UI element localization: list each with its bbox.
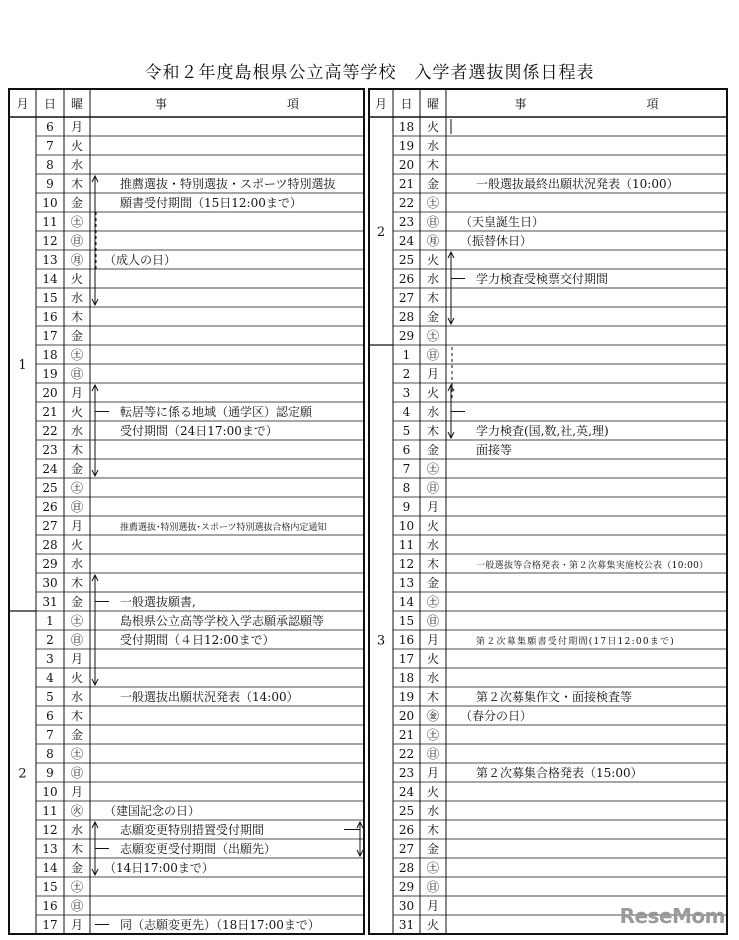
day-cell: 22 [398,196,415,210]
event-text: 推薦選抜･特別選抜･スポーツ特別選抜合格内定通知 [120,523,327,533]
day-cell: 1 [46,614,54,628]
weekday-cell: 水 [70,291,84,305]
header-day: 日 [43,97,57,111]
event-text: 面接等 [476,443,513,457]
month-label: 2 [18,766,27,782]
weekday-cell: 水 [426,538,440,552]
day-cell: 5 [46,690,54,704]
day-cell: 26 [398,823,415,837]
event-text: 一般選抜等合格発表・第２次募集実施校公表（10:00） [476,561,709,571]
day-cell: 24 [398,234,415,248]
event-text: 願書受付期間（15日12:00まで） [120,196,302,210]
weekday-cell: ㊏ [70,880,84,894]
day-cell: 6 [402,443,411,457]
day-cell: 12 [398,557,415,571]
weekday-cell: ㊐ [426,880,440,894]
event-text: 第２次募集作文・面接検査等 [476,690,633,704]
weekday-cell: 金 [426,576,440,590]
weekday-cell: 月 [426,766,440,780]
weekday-cell: 火 [70,671,84,685]
month-label: 3 [376,633,386,649]
header-weekday: 曜 [426,97,440,111]
weekday-cell: 火 [426,652,440,666]
weekday-cell: ㊏ [70,348,84,362]
weekday-cell: 火 [426,253,440,267]
weekday-cell: 木 [70,177,84,191]
day-cell: 11 [42,215,58,229]
day-cell: 16 [42,899,58,913]
weekday-cell: 金 [70,462,84,476]
weekday-cell: ㊏ [426,196,440,210]
day-cell: 17 [398,652,415,666]
weekday-cell: 金 [70,329,84,343]
day-cell: 27 [42,519,58,533]
weekday-cell: 水 [426,272,440,286]
day-cell: 15 [398,614,415,628]
weekday-cell: ㊋ [70,804,84,818]
day-cell: 14 [398,595,415,609]
weekday-cell: 火 [426,519,440,533]
day-cell: 4 [402,405,411,419]
weekday-cell: ㊊ [70,253,84,267]
weekday-cell: 木 [70,842,84,856]
weekday-cell: 月 [426,500,440,514]
day-cell: 15 [42,291,58,305]
day-cell: 17 [42,918,58,932]
weekday-cell: ㊏ [70,215,84,229]
day-cell: 10 [398,519,415,533]
day-cell: 11 [398,538,415,552]
day-cell: 14 [42,861,58,875]
weekday-cell: 月 [426,367,440,381]
event-text: 一般選抜願書, [120,595,196,609]
event-text: （建国記念の日） [104,804,201,818]
event-text: 第２次募集合格発表（15:00） [476,766,643,780]
day-cell: 16 [398,633,415,647]
day-cell: 22 [398,747,415,761]
header-weekday: 曜 [70,97,84,111]
weekday-cell: ㊐ [426,348,440,362]
weekday-cell: ㊏ [70,747,84,761]
day-cell: 7 [402,462,411,476]
header-day: 日 [400,97,413,111]
event-text: （天皇誕生日） [460,215,545,229]
weekday-cell: 金 [70,861,84,875]
weekday-cell: 木 [70,310,84,324]
day-cell: 6 [46,120,54,134]
weekday-cell: 月 [70,120,84,134]
day-cell: 11 [42,804,58,818]
header-month: 月 [16,97,29,111]
weekday-cell: ㊏ [70,614,84,628]
day-cell: 28 [398,861,415,875]
day-cell: 28 [398,310,415,324]
day-cell: 12 [42,234,58,248]
weekday-cell: 火 [70,272,84,286]
weekday-cell: ㊏ [426,462,440,476]
weekday-cell: 月 [70,386,84,400]
day-cell: 29 [398,329,415,343]
event-text: （振替休日） [460,234,533,248]
day-cell: 30 [398,899,415,913]
day-cell: 27 [398,842,415,856]
day-cell: 24 [398,785,415,799]
weekday-cell: 火 [426,785,440,799]
header-event: 事 項 [154,97,300,111]
weekday-cell: 火 [70,139,84,153]
weekday-cell: 金 [70,196,84,210]
event-text: 第２次募集願書受付期間(17日12:00まで) [476,637,674,647]
day-cell: 31 [42,595,58,609]
event-text: （春分の日） [460,709,533,723]
day-cell: 8 [402,481,411,495]
day-cell: 13 [42,842,58,856]
event-text: 同（志願変更先）（18日17:00まで） [120,918,320,932]
day-cell: 26 [398,272,415,286]
event-text: 学力検査受検票交付期間 [476,272,609,286]
day-cell: 18 [42,348,58,362]
day-cell: 12 [42,823,58,837]
weekday-cell: 火 [426,918,440,932]
day-cell: 24 [42,462,58,476]
weekday-cell: 火 [426,386,440,400]
weekday-cell: 金 [70,595,84,609]
weekday-cell: 月 [70,519,84,533]
day-cell: 29 [398,880,415,894]
day-cell: 3 [46,652,54,666]
weekday-cell: 水 [426,804,440,818]
day-cell: 9 [46,177,54,191]
event-text: 推薦選抜・特別選抜・スポーツ特別選抜 [120,177,336,191]
day-cell: 18 [398,671,415,685]
weekday-cell: 木 [70,576,84,590]
day-cell: 10 [42,196,58,210]
weekday-cell: 水 [426,405,440,419]
weekday-cell: ㊏ [426,861,440,875]
weekday-cell: 金 [426,443,440,457]
weekday-cell: 水 [70,823,84,837]
day-cell: 7 [46,139,54,153]
event-text: 志願変更特別措置受付期間 [120,823,265,837]
weekday-cell: ㊐ [70,766,84,780]
weekday-cell: ㊐ [70,234,84,248]
day-cell: 21 [398,177,415,191]
weekday-cell: ㊏ [426,595,440,609]
weekday-cell: ㊏ [426,329,440,343]
weekday-cell: 金 [70,728,84,742]
day-cell: 10 [42,785,58,799]
weekday-cell: 火 [426,120,440,134]
day-cell: 8 [46,747,54,761]
day-cell: 19 [398,690,415,704]
weekday-cell: 火 [70,405,84,419]
day-cell: 28 [42,538,58,552]
day-cell: 17 [42,329,58,343]
weekday-cell: 金 [426,177,440,191]
event-text: 島根県公立高等学校入学志願承認願等 [120,614,325,628]
day-cell: 22 [42,424,58,438]
event-text: 受付期間（24日17:00まで） [120,424,278,438]
weekday-cell: 水 [426,139,440,153]
weekday-cell: 金 [426,310,440,324]
weekday-cell: 水 [70,158,84,172]
day-cell: 18 [398,120,415,134]
day-cell: 8 [46,158,54,172]
day-cell: 16 [42,310,58,324]
day-cell: 21 [398,728,415,742]
weekday-cell: 木 [426,823,440,837]
day-cell: 31 [398,918,415,932]
day-cell: 19 [398,139,415,153]
day-cell: 9 [402,500,411,514]
day-cell: 23 [398,766,415,780]
weekday-cell: 水 [426,671,440,685]
day-cell: 13 [42,253,58,267]
event-text: 受付期間（４日12:00まで） [120,633,275,647]
day-cell: 9 [46,766,54,780]
weekday-cell: 月 [70,918,84,932]
month-label: 1 [18,358,27,373]
event-text: 志願変更受付期間（出願先） [120,842,277,856]
weekday-cell: 水 [70,424,84,438]
weekday-cell: ㊐ [70,633,84,647]
weekday-cell: 月 [70,652,84,666]
day-cell: 29 [42,557,58,571]
day-cell: 2 [402,367,411,381]
day-cell: 25 [398,804,415,818]
weekday-cell: 木 [426,424,440,438]
day-cell: 26 [42,500,58,514]
weekday-cell: ㊐ [426,215,440,229]
day-cell: 23 [42,443,58,457]
weekday-cell: 月 [426,899,440,913]
weekday-cell: ㊐ [70,367,84,381]
weekday-cell: 火 [70,538,84,552]
weekday-cell: 木 [70,443,84,457]
day-cell: 14 [42,272,58,286]
weekday-cell: 月 [426,633,440,647]
weekday-cell: ㊎ [426,709,440,723]
weekday-cell: ㊊ [426,234,440,248]
weekday-cell: 金 [426,842,440,856]
day-cell: 21 [42,405,58,419]
weekday-cell: 木 [426,690,440,704]
weekday-cell: ㊏ [70,481,84,495]
weekday-cell: 水 [70,557,84,571]
weekday-cell: ㊐ [426,614,440,628]
page-title: 令和２年度島根県公立高等学校 入学者選抜関係日程表 [144,63,595,83]
weekday-cell: ㊐ [70,500,84,514]
day-cell: 15 [42,880,58,894]
event-text: （成人の日） [104,253,177,267]
event-text: 一般選抜出願状況発表（14:00） [120,690,299,704]
day-cell: 13 [398,576,415,590]
day-cell: 6 [46,709,54,723]
day-cell: 20 [398,158,415,172]
event-text: （14日17:00まで） [104,861,214,875]
day-cell: 25 [42,481,58,495]
weekday-cell: 月 [70,785,84,799]
day-cell: 27 [398,291,415,305]
day-cell: 3 [402,386,411,400]
right-table-frame [369,89,727,934]
event-text: 転居等に係る地域（通学区）認定願 [120,405,313,419]
day-cell: 20 [398,709,415,723]
header-event: 事 項 [514,97,659,111]
day-cell: 2 [46,633,54,647]
month-label: 2 [376,225,386,240]
weekday-cell: 木 [70,709,84,723]
event-text: 学力検査(国,数,社,英,理) [476,424,609,438]
day-cell: 1 [402,348,411,362]
watermark-logo: ReseMom [619,904,725,928]
weekday-cell: ㊏ [426,728,440,742]
header-month: 月 [374,97,388,111]
day-cell: 25 [398,253,415,267]
weekday-cell: 木 [426,557,440,571]
day-cell: 30 [42,576,58,590]
day-cell: 5 [402,424,411,438]
weekday-cell: ㊐ [426,481,440,495]
day-cell: 4 [46,671,54,685]
day-cell: 23 [398,215,415,229]
day-cell: 7 [46,728,54,742]
day-cell: 20 [42,386,58,400]
weekday-cell: ㊐ [426,747,440,761]
weekday-cell: 木 [426,158,440,172]
weekday-cell: 水 [70,690,84,704]
weekday-cell: ㊐ [70,899,84,913]
event-text: 一般選抜最終出願状況発表（10:00） [476,177,679,191]
day-cell: 19 [42,367,58,381]
weekday-cell: 木 [426,291,440,305]
